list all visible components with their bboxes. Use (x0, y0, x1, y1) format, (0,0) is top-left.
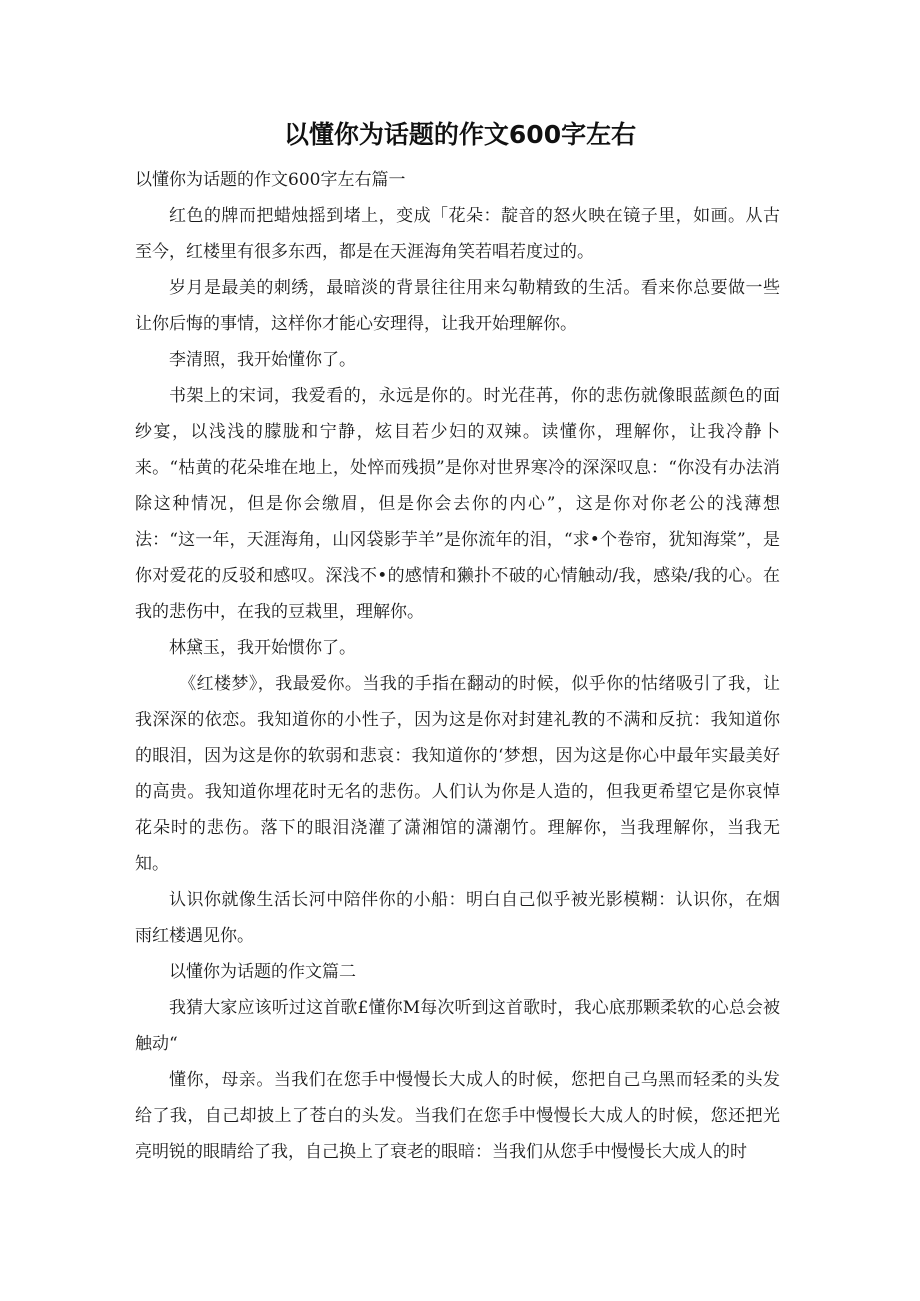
section-heading-2: 以懂你为话题的作文篇二 (169, 962, 356, 982)
paragraph: 懂你，母亲。当我们在您手中慢慢长大成人的时候，您把自己乌黑而轻柔的头发给了我，自己却披上了苍白的头发。当我们在您手中慢慢长大成人的时候，您还把光亮明锐的眼睛给了我，自己换上了衰老的眼暗：当我们从您手中慢慢长大成人的时 (135, 1070, 780, 1162)
document-body (135, 162, 780, 1170)
paragraph: 认识你就像生活长河中陪伴你的小船：明白自己似乎被光影模糊：认识你，在烟雨红楼遇见你。 (135, 890, 780, 946)
paragraph: 林黛玉，我开始惯你了。 (169, 638, 356, 658)
section-heading-1: 以懂你为话题的作文600字左右篇一 (135, 170, 406, 190)
paragraph: 红色的牌而把蜡烛摇到堵上，变成「花朵：靛音的怒火映在镜子里，如画。从古至今，红楼里有很多东西，都是在天涯海角笑若唱若度过的。 (135, 206, 780, 262)
paragraph: 《红楼梦》，我最爱你。当我的手指在翻动的时候，似乎你的怙绪吸引了我，让我深深的依恋。我知道你的小性子，因为这是你对封建礼教的不满和反抗：我知道你的眼泪，因为这是你的软弱和悲哀：我知道你的‘梦想，因为这是你心中最年实最美好的高贵。我知道你埋花时无名的悲伤。人们认为你是人造的，但我更希望它是你哀悼花朵时的悲伤。落下的眼泪浇灌了潇湘馆的潇潮竹。理解你，当我理解你，当我无知。 (135, 674, 780, 874)
paragraph: 书架上的宋词，我爱看的，永远是你的。时光荏苒，你的悲伤就像眼蓝颜色的面纱宴，以浅浅的朦胧和宁静，炫目若少妇的双辣。读懂你，理解你，让我冷静卜来。“枯黄的花朵堆在地上，处悴而残损”是你对世界寒冷的深深叹息：“你没有办法消除这种情况，但是你会缴眉，但是你会去你的内心”，这是你对你老公的浅薄想法：“这一年，天涯海角，山冈袋影芋羊”是你流年的泪，“求•个卷帘，犹知海棠”，是你对爱花的反驳和感叹。深浅不•的感情和獭扑不破的心情触动/我，感染/我的心。在我的悲伤中，在我的豆栽里，理解你。 (135, 386, 780, 622)
paragraph: 我猜大家应该听过这首歌£懂你M每次听到这首歌时，我心底那颗柔软的心总会被触动“ (135, 998, 780, 1054)
paragraph: 李清照，我开始懂你了。 (169, 350, 356, 370)
paragraph: 岁月是最美的刺绣，最暗淡的背景往往用来勾勒精致的生活。看来你总要做一些让你后悔的事情，这样你才能心安理得，让我开始理解你。 (135, 278, 780, 334)
document-title: 以懂你为话题的作文600字左右 (283, 120, 637, 149)
